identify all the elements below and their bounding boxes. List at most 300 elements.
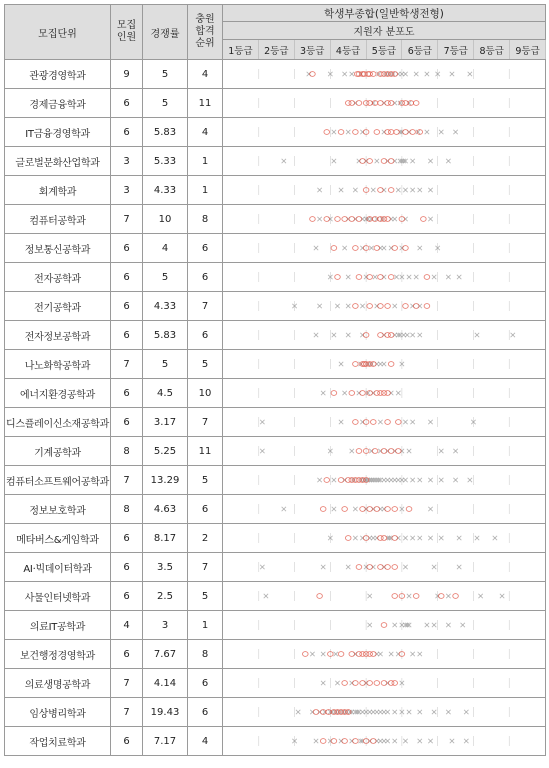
table-row: [5, 379, 546, 408]
rate-cell: 3.5: [143, 553, 188, 582]
fail-marker: [353, 507, 357, 511]
fail-marker: [511, 333, 515, 337]
pass-marker: [353, 681, 359, 686]
fail-marker: [375, 159, 379, 163]
dept-cell: 전자정보공학과: [5, 321, 111, 350]
pass-marker: [385, 565, 391, 570]
table-row: [5, 669, 546, 698]
pass-marker: [410, 130, 416, 135]
fail-marker: [407, 449, 411, 453]
pass-marker: [406, 507, 412, 512]
table-row: [5, 727, 546, 756]
quota-cell: 7: [111, 466, 143, 495]
pass-marker: [367, 275, 373, 280]
quota-header-line2: 인원: [116, 32, 137, 43]
pass-marker: [388, 449, 394, 454]
pass-marker: [388, 101, 394, 106]
rank-cell: 6: [188, 669, 223, 698]
fail-marker: [393, 304, 397, 308]
pass-marker: [367, 565, 373, 570]
pass-marker: [353, 130, 359, 135]
rate-cell: 5: [143, 263, 188, 292]
dept-cell: 기계공학과: [5, 437, 111, 466]
rank-cell: 4: [188, 60, 223, 89]
grade-label-8: 8등급: [474, 40, 510, 59]
pass-marker: [374, 246, 380, 251]
fail-marker: [410, 478, 414, 482]
fail-marker: [342, 391, 346, 395]
quota-cell: 6: [111, 118, 143, 147]
fail-marker: [367, 594, 371, 598]
fail-marker: [346, 333, 350, 337]
distribution-plot: [223, 408, 545, 436]
pass-marker: [413, 101, 419, 106]
distribution-cell: [223, 698, 546, 727]
pass-marker: [338, 130, 344, 135]
fail-marker: [369, 246, 373, 250]
rank-cell: 5: [188, 582, 223, 611]
pass-marker: [388, 130, 394, 135]
fail-marker: [428, 217, 432, 221]
rank-cell: 8: [188, 640, 223, 669]
rank-cell: 4: [188, 727, 223, 756]
pass-marker: [356, 101, 362, 106]
pass-marker: [356, 449, 362, 454]
fail-marker: [410, 420, 414, 424]
quota-cell: 3: [111, 176, 143, 205]
rate-cell: 4.33: [143, 292, 188, 321]
distribution-plot: [223, 176, 545, 204]
fail-marker: [393, 739, 397, 743]
fail-marker: [260, 420, 264, 424]
pass-marker: [342, 507, 348, 512]
fail-marker: [428, 507, 432, 511]
pass-marker: [378, 333, 384, 338]
track-title: 학생부종합(일반학생전형): [223, 5, 546, 22]
table-row: [5, 553, 546, 582]
fail-marker: [350, 72, 354, 76]
fail-marker: [410, 536, 414, 540]
table-row: [5, 524, 546, 553]
distribution-plot: [223, 640, 545, 668]
rank-cell: 7: [188, 408, 223, 437]
distribution-plot: [223, 611, 545, 639]
rank-cell: 6: [188, 321, 223, 350]
rank-header-line1: 충원: [195, 14, 215, 25]
rank-cell: 6: [188, 234, 223, 263]
pass-marker: [367, 681, 373, 686]
fail-marker: [410, 333, 414, 337]
fail-marker: [425, 72, 429, 76]
pass-marker: [313, 710, 319, 715]
fail-marker: [461, 623, 465, 627]
distribution-plot: [223, 727, 545, 755]
rank-cell: 7: [188, 292, 223, 321]
distribution-cell: [223, 437, 546, 466]
fail-marker: [317, 188, 321, 192]
pass-marker: [372, 449, 378, 454]
fail-marker: [418, 333, 422, 337]
pass-marker: [342, 681, 348, 686]
distribution-cell: [223, 466, 546, 495]
fail-marker: [373, 275, 377, 279]
distribution-plot: [223, 524, 545, 552]
fail-marker: [332, 478, 336, 482]
rate-cell: 5: [143, 350, 188, 379]
quota-cell: 6: [111, 524, 143, 553]
fail-marker: [410, 188, 414, 192]
rank-cell: 11: [188, 89, 223, 118]
fail-marker: [403, 72, 407, 76]
fail-marker: [446, 159, 450, 163]
fail-marker: [407, 710, 411, 714]
fail-marker: [335, 304, 339, 308]
grade-scale: [223, 40, 546, 60]
fail-marker: [439, 449, 443, 453]
pass-marker: [370, 72, 376, 77]
rate-cell: 13.29: [143, 466, 188, 495]
fail-marker: [468, 478, 472, 482]
dept-cell: 나노화학공학과: [5, 350, 111, 379]
rank-header: [188, 5, 223, 60]
rank-cell: 4: [188, 118, 223, 147]
rate-cell: 7.67: [143, 640, 188, 669]
fail-marker: [342, 246, 346, 250]
rate-cell: 4.33: [143, 176, 188, 205]
pass-marker: [385, 420, 391, 425]
pass-marker: [349, 101, 355, 106]
fail-marker: [371, 188, 375, 192]
pass-marker: [378, 188, 384, 193]
table-row: [5, 350, 546, 379]
quota-cell: 7: [111, 205, 143, 234]
rank-cell: 1: [188, 147, 223, 176]
pass-marker: [356, 275, 362, 280]
quota-cell: 6: [111, 582, 143, 611]
dept-cell: 정보보호학과: [5, 495, 111, 524]
quota-cell: 6: [111, 640, 143, 669]
dept-cell: 전기공학과: [5, 292, 111, 321]
pass-marker: [424, 275, 430, 280]
rank-cell: 8: [188, 205, 223, 234]
rate-cell: 8.17: [143, 524, 188, 553]
fail-marker: [464, 739, 468, 743]
fail-marker: [339, 188, 343, 192]
pass-marker: [370, 652, 376, 657]
fail-marker: [418, 246, 422, 250]
grade-label-4: 4등급: [331, 40, 367, 59]
fail-marker: [335, 681, 339, 685]
fail-marker: [418, 710, 422, 714]
fail-marker: [342, 72, 346, 76]
pass-marker: [367, 159, 373, 164]
quota-cell: 7: [111, 350, 143, 379]
grade-label-5: 5등급: [367, 40, 403, 59]
fail-marker: [382, 362, 386, 366]
fail-marker: [428, 420, 432, 424]
rank-cell: 6: [188, 263, 223, 292]
quota-cell: 6: [111, 379, 143, 408]
fail-marker: [439, 478, 443, 482]
fail-marker: [457, 536, 461, 540]
pass-marker: [331, 739, 337, 744]
rank-cell: 2: [188, 524, 223, 553]
fail-marker: [414, 72, 418, 76]
distribution-plot: [223, 234, 545, 262]
pass-marker: [403, 101, 409, 106]
fail-marker: [403, 478, 407, 482]
table-row: [5, 640, 546, 669]
pass-marker: [356, 565, 362, 570]
quota-cell: 6: [111, 727, 143, 756]
pass-marker: [349, 652, 355, 657]
pass-marker: [331, 246, 337, 251]
fail-marker: [282, 159, 286, 163]
admission-table-wrapper: [4, 4, 545, 756]
fail-marker: [414, 275, 418, 279]
pass-marker: [388, 188, 394, 193]
distribution-cell: [223, 205, 546, 234]
pass-marker: [385, 391, 391, 396]
pass-marker: [392, 565, 398, 570]
fail-marker: [464, 710, 468, 714]
fail-marker: [350, 449, 354, 453]
distribution-plot: [223, 147, 545, 175]
pass-marker: [320, 739, 326, 744]
fail-marker: [339, 420, 343, 424]
rate-cell: 5.83: [143, 118, 188, 147]
fail-marker: [394, 275, 398, 279]
distribution-cell: [223, 321, 546, 350]
pass-marker: [392, 246, 398, 251]
fail-marker: [321, 681, 325, 685]
distribution-cell: [223, 727, 546, 756]
fail-marker: [439, 536, 443, 540]
pass-marker: [381, 449, 387, 454]
fail-marker: [432, 565, 436, 569]
fail-marker: [418, 536, 422, 540]
fail-marker: [321, 652, 325, 656]
pass-marker: [392, 594, 398, 599]
fail-marker: [321, 391, 325, 395]
rate-cell: 4: [143, 234, 188, 263]
fail-marker: [453, 449, 457, 453]
pass-marker: [385, 217, 391, 222]
pass-marker: [360, 681, 366, 686]
fail-marker: [403, 565, 407, 569]
rate-cell: 5: [143, 89, 188, 118]
fail-marker: [428, 536, 432, 540]
table-row: [5, 118, 546, 147]
distribution-cell: [223, 147, 546, 176]
fail-marker: [260, 449, 264, 453]
pass-marker: [335, 217, 341, 222]
pass-marker: [392, 536, 398, 541]
pass-marker: [403, 304, 409, 309]
pass-marker: [381, 159, 387, 164]
dept-cell: 컴퓨터공학과: [5, 205, 111, 234]
fail-marker: [382, 246, 386, 250]
distribution-plot: [223, 89, 545, 117]
table-row: [5, 234, 546, 263]
pass-marker: [381, 681, 387, 686]
fail-marker: [407, 275, 411, 279]
dept-cell: 컴퓨터소프트웨어공학과: [5, 466, 111, 495]
dept-cell: 경제금융학과: [5, 89, 111, 118]
fail-marker: [310, 652, 314, 656]
fail-marker: [425, 130, 429, 134]
rate-cell: 5.25: [143, 437, 188, 466]
distribution-plot: [223, 466, 545, 494]
grade-scale-row: [223, 40, 545, 59]
fail-marker: [396, 391, 400, 395]
distribution-cell: [223, 582, 546, 611]
dept-cell: 정보통신공학과: [5, 234, 111, 263]
quota-cell: 6: [111, 234, 143, 263]
pass-marker: [324, 130, 330, 135]
quota-cell: 6: [111, 89, 143, 118]
quota-cell: 4: [111, 611, 143, 640]
pass-marker: [360, 391, 366, 396]
fail-marker: [403, 188, 407, 192]
fail-marker: [403, 420, 407, 424]
rank-cell: 5: [188, 350, 223, 379]
fail-marker: [500, 594, 504, 598]
pass-marker: [392, 681, 398, 686]
rate-cell: 5.33: [143, 147, 188, 176]
fail-marker: [321, 565, 325, 569]
fail-marker: [432, 275, 436, 279]
table-row: [5, 437, 546, 466]
table-row: [5, 495, 546, 524]
distribution-cell: [223, 263, 546, 292]
pass-marker: [353, 304, 359, 309]
pass-marker: [403, 130, 409, 135]
distribution-cell: [223, 379, 546, 408]
pass-marker: [342, 217, 348, 222]
fail-marker: [403, 739, 407, 743]
distribution-plot: [223, 379, 545, 407]
pass-marker: [378, 304, 384, 309]
pass-marker: [310, 217, 316, 222]
fail-marker: [264, 594, 268, 598]
table-row: [5, 466, 546, 495]
pass-marker: [367, 507, 373, 512]
table-row: [5, 176, 546, 205]
fail-marker: [407, 594, 411, 598]
pass-marker: [342, 739, 348, 744]
pass-marker: [317, 594, 323, 599]
distribution-cell: [223, 60, 546, 89]
pass-marker: [392, 507, 398, 512]
pass-marker: [370, 420, 376, 425]
fail-marker: [367, 623, 371, 627]
pass-marker: [378, 565, 384, 570]
fail-marker: [360, 304, 364, 308]
rank-header-line2: 합격: [195, 26, 215, 37]
table-row: [5, 321, 546, 350]
distribution-cell: [223, 89, 546, 118]
distribution-plot: [223, 698, 545, 726]
distribution-cell: [223, 234, 546, 263]
pass-marker: [349, 391, 355, 396]
dept-cell: IT금융경영학과: [5, 118, 111, 147]
fail-marker: [317, 478, 321, 482]
fail-marker: [428, 739, 432, 743]
pass-marker: [394, 130, 400, 135]
rate-cell: 5: [143, 60, 188, 89]
fail-marker: [314, 739, 318, 743]
pass-marker: [378, 275, 384, 280]
distribution-cell: [223, 408, 546, 437]
pass-marker: [413, 304, 419, 309]
pass-marker: [388, 275, 394, 280]
fail-marker: [389, 652, 393, 656]
fail-marker: [260, 565, 264, 569]
quota-cell: 6: [111, 263, 143, 292]
fail-marker: [346, 304, 350, 308]
table-row: [5, 292, 546, 321]
pass-marker: [367, 304, 373, 309]
quota-cell: 9: [111, 60, 143, 89]
dept-cell: 에너지환경공학과: [5, 379, 111, 408]
fail-marker: [468, 72, 472, 76]
fail-marker: [346, 275, 350, 279]
fail-marker: [378, 420, 382, 424]
quota-cell: 6: [111, 408, 143, 437]
fail-marker: [418, 478, 422, 482]
distribution-cell: [223, 640, 546, 669]
quota-cell: 7: [111, 669, 143, 698]
fail-marker: [418, 739, 422, 743]
fail-marker: [453, 478, 457, 482]
fail-marker: [296, 710, 300, 714]
fail-marker: [314, 246, 318, 250]
distribution-cell: [223, 553, 546, 582]
rank-cell: 6: [188, 698, 223, 727]
pass-marker: [302, 652, 308, 657]
fail-marker: [332, 333, 336, 337]
table-row: [5, 582, 546, 611]
grade-label-6: 6등급: [402, 40, 438, 59]
pass-marker: [388, 333, 394, 338]
pass-marker: [381, 536, 387, 541]
fail-marker: [332, 507, 336, 511]
rate-cell: 4.14: [143, 669, 188, 698]
fail-marker: [410, 159, 414, 163]
grade-label-2: 2등급: [259, 40, 295, 59]
pass-marker: [388, 362, 394, 367]
rank-cell: 6: [188, 495, 223, 524]
fail-marker: [457, 565, 461, 569]
quota-header-line1: 모집: [116, 20, 137, 31]
table-row: [5, 205, 546, 234]
fail-marker: [396, 188, 400, 192]
fail-marker: [282, 507, 286, 511]
dept-cell: 의료생명공학과: [5, 669, 111, 698]
fail-marker: [353, 536, 357, 540]
grade-label-7: 7등급: [438, 40, 474, 59]
pass-marker: [385, 507, 391, 512]
pass-marker: [338, 652, 344, 657]
pass-marker: [360, 159, 366, 164]
pass-marker: [349, 217, 355, 222]
rate-cell: 5.83: [143, 321, 188, 350]
fail-marker: [410, 652, 414, 656]
distribution-cell: [223, 611, 546, 640]
dept-cell: 사물인터넷학과: [5, 582, 111, 611]
pass-marker: [331, 391, 337, 396]
